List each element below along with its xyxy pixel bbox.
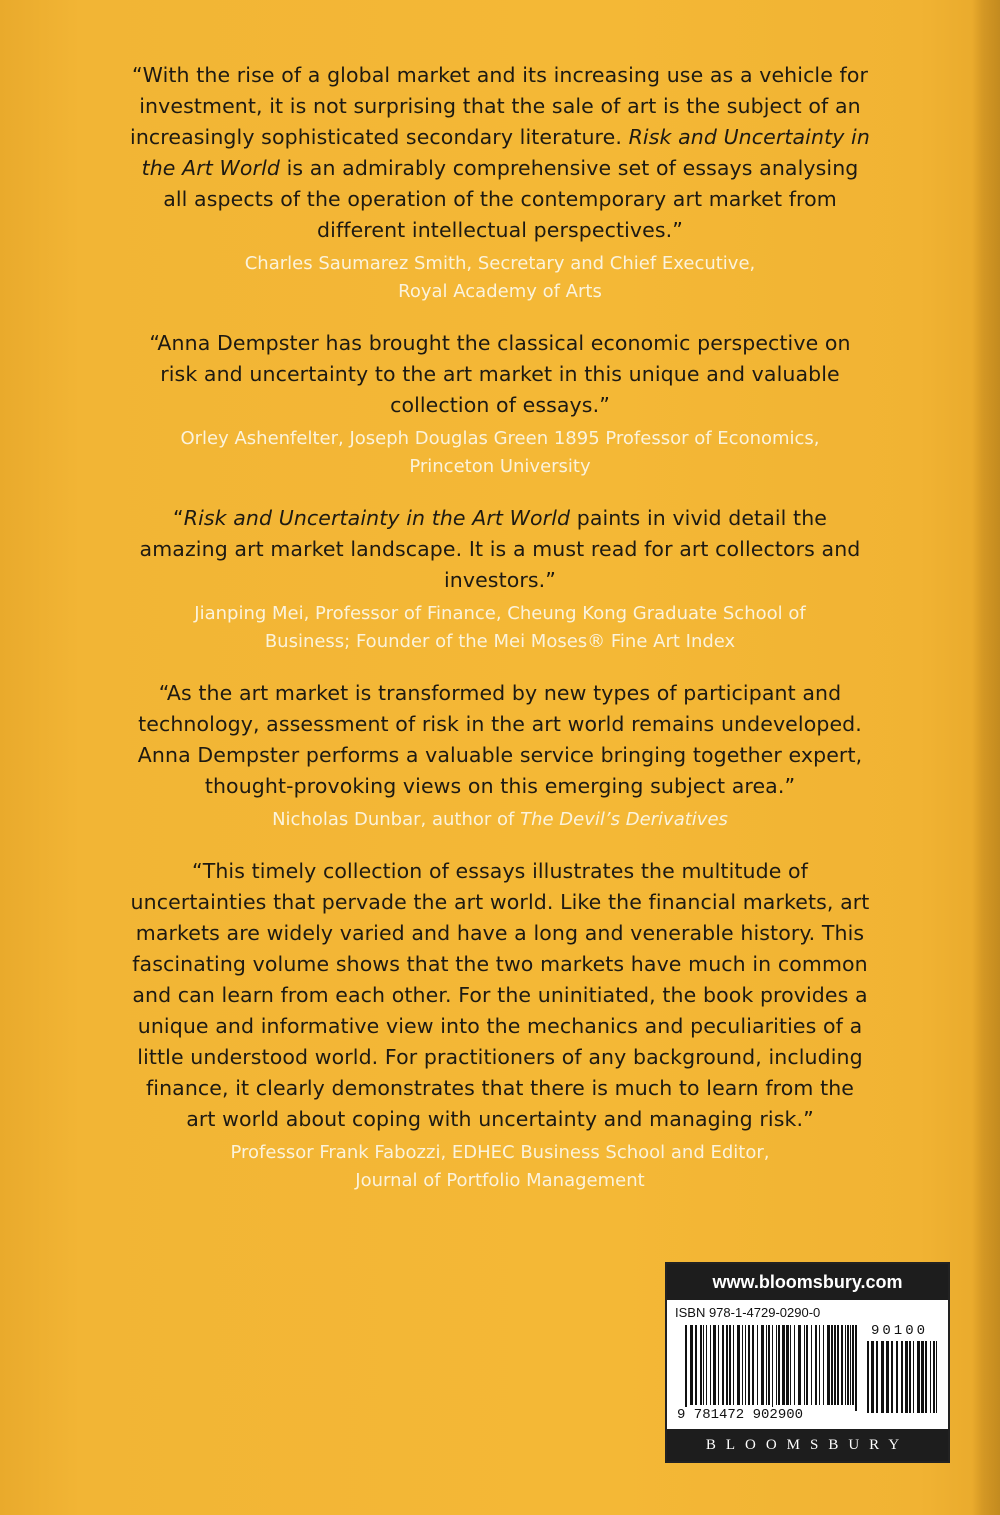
barcode-bar (901, 1341, 903, 1413)
barcode-bar (685, 1325, 687, 1411)
barcode-bar (710, 1325, 711, 1405)
barcode-bar (933, 1341, 935, 1413)
barcode-bar (700, 1325, 702, 1405)
endorsement-quote: “This timely collection of essays illustrates the multitude of uncertainties that pervade the art world. Like the financial markets, art markets are widely varied and have a long and venerable history. This fascinating volume shows that the two markets have much in common and can learn from each other. For the uninitiated, the book provides a unique and informative view into the mechanics and peculiarities of a little understood world. For practitioners of any background, including finance, it clearly demonstrates that there is much to learn from the art world about coping with uncertainty and managing risk.” (130, 859, 870, 1131)
barcode-bar (778, 1325, 780, 1405)
barcode-bar (798, 1325, 801, 1405)
barcode-bar (823, 1325, 824, 1405)
barcode-bar (742, 1325, 743, 1405)
endorsement-attribution: Jianping Mei, Professor of Finance, Cheung Kong Graduate School of Business; Founder of the Mei Moses® Fine Art Index (194, 603, 806, 652)
barcode-bar (733, 1325, 734, 1405)
barcode-bar (847, 1325, 849, 1405)
barcode-bar (729, 1325, 731, 1405)
isbn-number: ISBN 978-1-4729-0290-0 (675, 1305, 821, 1320)
barcode-bar (841, 1325, 843, 1405)
barcode-bar (703, 1325, 704, 1405)
barcode-bar (834, 1325, 836, 1405)
barcode-label (665, 1262, 950, 1463)
barcode-bar (850, 1325, 851, 1405)
barcode-bar (713, 1325, 716, 1405)
cover-edge-shadow (972, 0, 1000, 1515)
barcode-bar (811, 1325, 812, 1405)
barcode-bar (855, 1325, 857, 1411)
barcode-bar (936, 1341, 937, 1413)
addon-digits: 90100 (871, 1323, 929, 1339)
barcode-bar (837, 1325, 839, 1405)
barcode-bar (891, 1341, 893, 1413)
barcode-bar (748, 1325, 750, 1405)
barcode-bar (737, 1325, 740, 1405)
barcode-bar (718, 1325, 719, 1405)
barcode-bar (726, 1325, 728, 1405)
endorsement-quote: “Risk and Uncertainty in the Art World paints in vivid detail the amazing art market landscape. It is a must read for art collectors and investors.” (139, 506, 861, 592)
barcode-bar (876, 1341, 878, 1413)
barcode-bar (804, 1325, 805, 1405)
barcode-bar (790, 1325, 791, 1405)
endorsement-attribution: Charles Saumarez Smith, Secretary and Chief Executive, Royal Academy of Arts (244, 253, 756, 302)
barcode-bar (831, 1325, 833, 1405)
barcode-bar (782, 1325, 785, 1405)
publisher-website: www.bloomsbury.com (667, 1264, 948, 1300)
barcode-bar (786, 1325, 789, 1405)
barcode-bar (921, 1341, 924, 1413)
endorsement-1 (130, 60, 870, 306)
barcode-bar (772, 1325, 773, 1411)
endorsement-5 (130, 856, 870, 1195)
book-title-italic: Risk and Uncertainty in the Art World (183, 506, 571, 530)
barcode-bar (881, 1341, 884, 1413)
barcode-bar (776, 1325, 777, 1405)
barcode-bar (706, 1325, 707, 1405)
barcode-bar (913, 1341, 914, 1413)
barcode-bar (690, 1325, 693, 1405)
publisher-logo-text: BLOOMSBURY (667, 1429, 948, 1461)
endorsement-attribution: Orley Ashenfelter, Joseph Douglas Green 1895 Professor of Economics, Princeton University (180, 428, 820, 477)
barcode-bar (766, 1325, 767, 1405)
barcode-bar (745, 1325, 746, 1405)
barcode-bar (752, 1325, 754, 1405)
endorsement-attribution: Professor Frank Fabozzi, EDHEC Business School and Editor, Journal of Portfolio Management (230, 1142, 770, 1191)
barcode-area (667, 1321, 948, 1423)
endorsement-attribution: Nicholas Dunbar, author of The Devil’s Derivatives (272, 809, 728, 830)
endorsement-3 (130, 503, 870, 656)
endorsement-4 (130, 678, 870, 834)
barcode-bar (815, 1325, 817, 1405)
barcode-bar (896, 1341, 898, 1413)
book-title-italic: Risk and Uncertainty in the Art World (141, 125, 870, 180)
barcode-bar (794, 1325, 795, 1405)
barcode-bar (925, 1341, 927, 1413)
endorsement-quote: “With the rise of a global market and its increasing use as a vehicle for investment, it is not surprising that the sale of art is the subject of an increasingly sophisticated secondary literature. Risk and Uncertainty in the Art World is an admirably comprehensive set of essays analysing all aspects of the operation of the contemporary art market from different intellectual perspectives.” (130, 63, 870, 242)
barcode-bar (806, 1325, 808, 1405)
barcode-bar (886, 1341, 889, 1413)
barcode-bar (917, 1341, 920, 1413)
barcode-bar (722, 1325, 724, 1405)
barcode-bar (905, 1341, 908, 1413)
barcode-bar (867, 1341, 869, 1413)
barcode-bar (757, 1325, 758, 1405)
endorsement-quote: “As the art market is transformed by new types of participant and technology, assessment of risk in the art world remains undeveloped. Anna Dempster performs a valuable service bringing together expert, thought-provoking views on this emerging subject area.” (137, 681, 863, 798)
barcode-bar (845, 1325, 846, 1405)
ean-digits: 9 781472 902900 (677, 1407, 804, 1423)
endorsement-2 (130, 328, 870, 481)
barcode-bar (827, 1325, 830, 1405)
barcode-bar (852, 1325, 854, 1405)
endorsements (130, 60, 870, 1217)
barcode-bar (695, 1325, 697, 1405)
barcode-bar (930, 1341, 931, 1413)
cited-book-title: The Devil’s Derivatives (520, 809, 728, 830)
barcode-bar (819, 1325, 820, 1405)
barcode-bar (768, 1325, 770, 1405)
barcode-bar (761, 1325, 764, 1405)
endorsement-quote: “Anna Dempster has brought the classical economic perspective on risk and uncertainty to the art market in this unique and valuable collection of essays.” (149, 331, 851, 417)
barcode-bar (871, 1341, 874, 1413)
barcode-bar (909, 1341, 911, 1413)
